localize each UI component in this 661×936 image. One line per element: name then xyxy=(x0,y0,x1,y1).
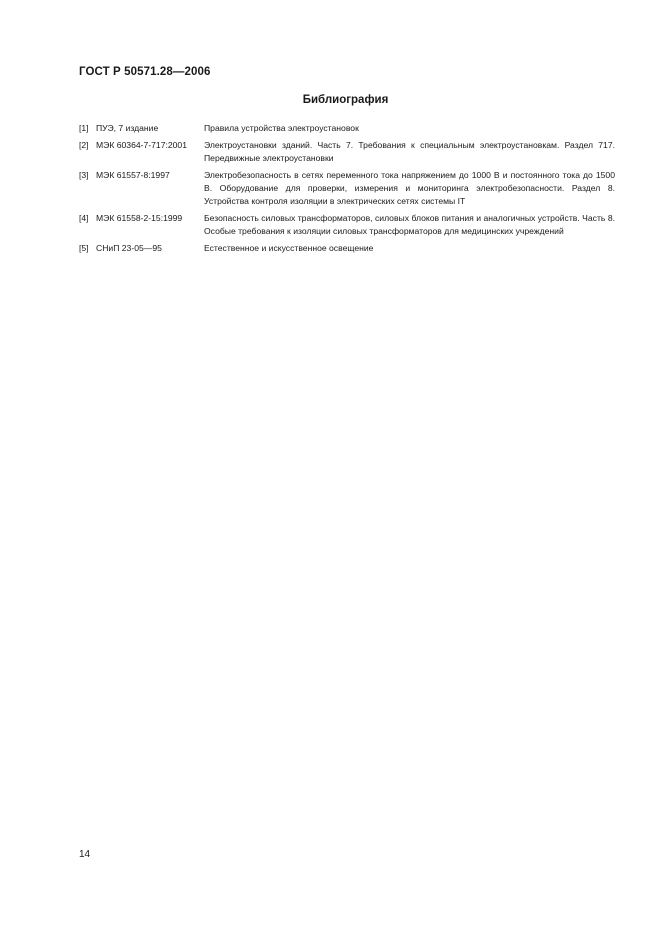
entry-number: [3] xyxy=(79,170,89,180)
bibliography-entry xyxy=(79,212,615,238)
entry-description: Электроустановки зданий. Часть 7. Требования к специальным электроустановкам. Раздел 717. Передвижные электроустановки xyxy=(204,140,615,163)
entry-description: Безопасность силовых трансформаторов, силовых блоков питания и аналогичных устройств. Часть 8. Особые требования к изоляции силовых трансформаторов для медицинских учреждений xyxy=(204,213,615,236)
bibliography-entry xyxy=(79,122,615,135)
entry-number: [1] xyxy=(79,123,89,133)
entry-source: МЭК 61557-8:1997 xyxy=(96,170,170,180)
entry-source: СНиП 23-05—95 xyxy=(96,243,162,253)
bibliography-list xyxy=(79,122,615,259)
entry-description: Электробезопасность в сетях переменного тока напряжением до 1000 В и постоянного тока до 1500 В. Оборудование для проверки, измерения и мониторинга электробезопасности. Раздел 8. Устройства контроля изоляции в электрических сетях системы IT xyxy=(204,170,615,206)
bibliography-entry xyxy=(79,139,615,165)
entry-description: Правила устройства электроустановок xyxy=(204,123,359,133)
entry-number: [2] xyxy=(79,140,89,150)
page-number: 14 xyxy=(79,849,91,860)
entry-source: МЭК 60364-7-717:2001 xyxy=(96,140,187,150)
entry-number: [4] xyxy=(79,213,89,223)
entry-number: [5] xyxy=(79,243,89,253)
bibliography-entry xyxy=(79,242,615,255)
bibliography-entry xyxy=(79,169,615,208)
entry-source: МЭК 61558-2-15:1999 xyxy=(96,213,183,223)
entry-description: Естественное и искусственное освещение xyxy=(204,243,374,253)
entry-source: ПУЭ, 7 издание xyxy=(96,123,159,133)
section-title: Библиография xyxy=(302,94,389,106)
document-id: ГОСТ Р 50571.28—2006 xyxy=(79,66,211,78)
